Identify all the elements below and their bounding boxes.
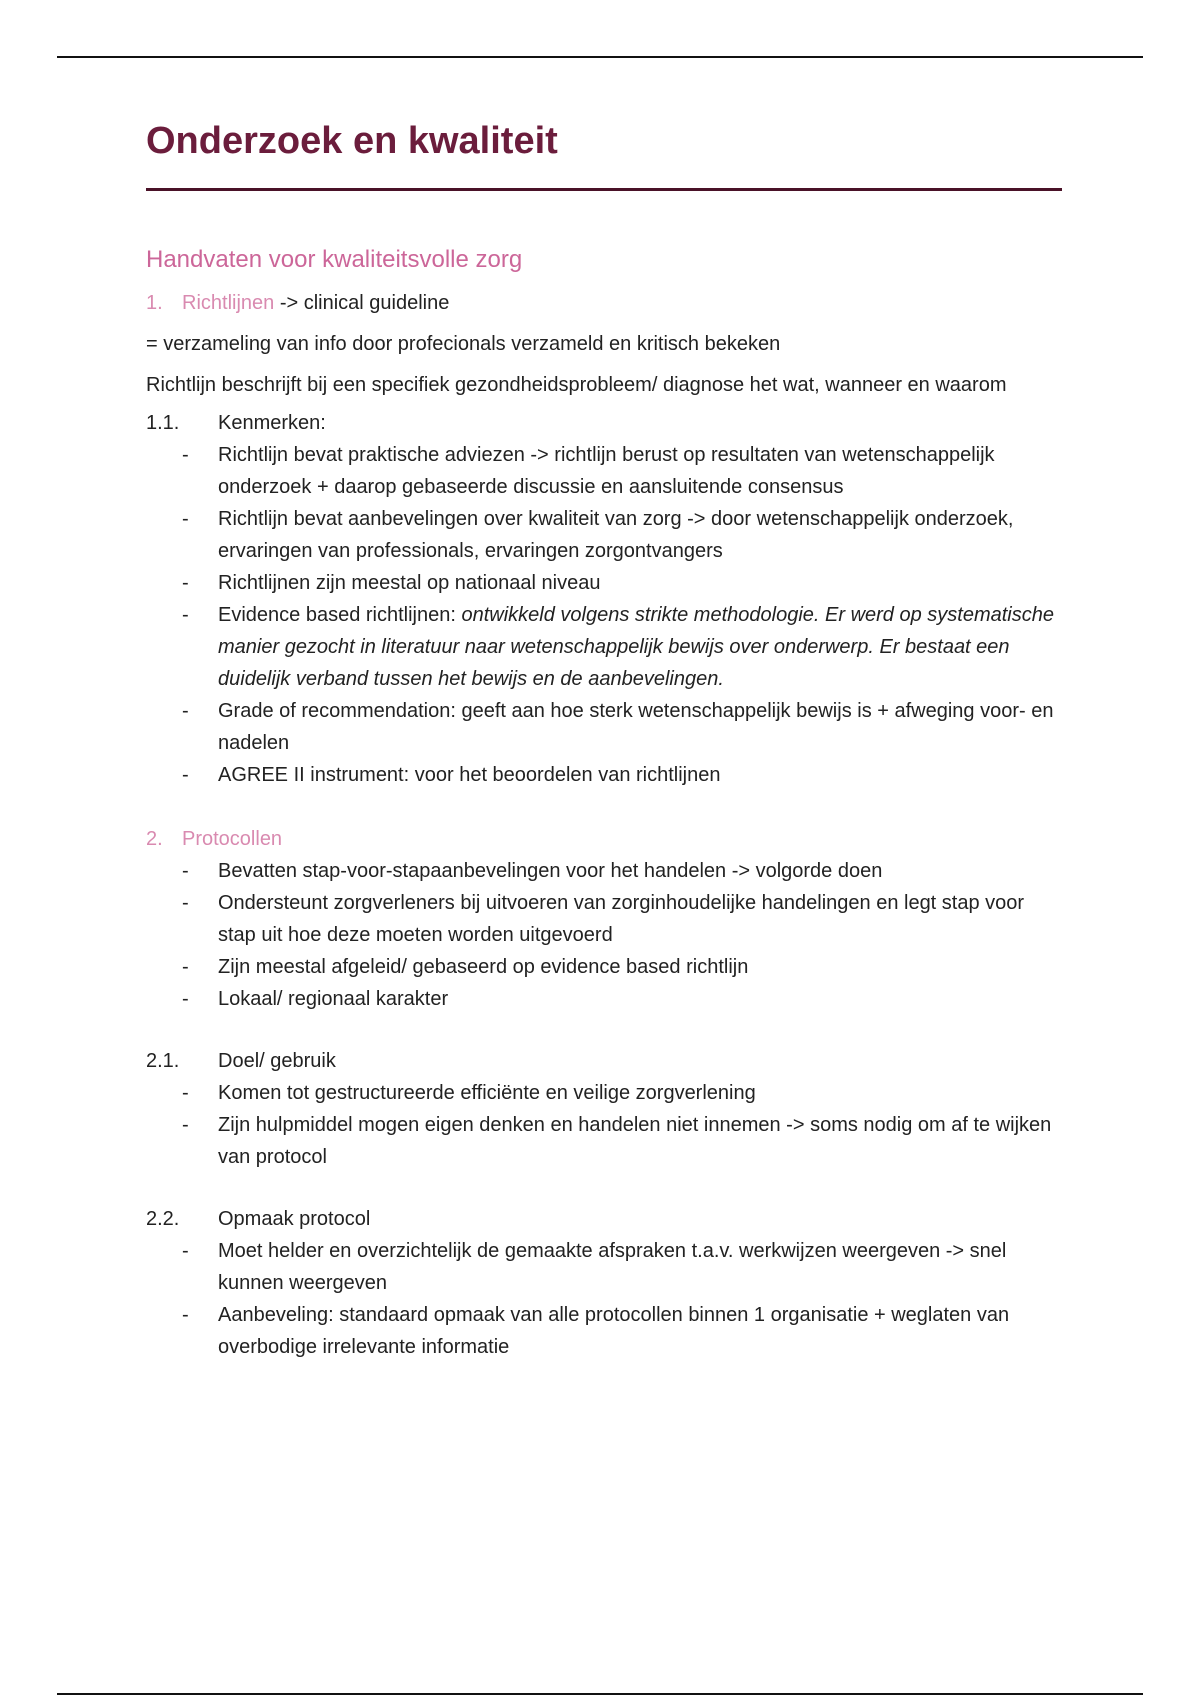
list-item: - Moet helder en overzichtelijk de gemaakte afspraken t.a.v. werkwijzen weergeven -> snel kunnen weergeven [182, 1235, 1062, 1299]
section2-label: Protocollen [182, 828, 283, 850]
list-item: - Bevatten stap-voor-stapaanbevelingen voor het handelen -> volgorde doen [182, 855, 1062, 887]
section-heading: Handvaten voor kwaliteitsvolle zorg [146, 246, 523, 273]
list-item: - Grade of recommendation: geeft aan hoe sterk wetenschappelijk bewijs is + afweging voor- en nadelen [182, 695, 1062, 759]
list-item: - Richtlijn bevat aanbevelingen over kwaliteit van zorg -> door wetenschappelijk onderzoek, ervaringen van professionals, ervaringen zorgontvangers [182, 503, 1062, 567]
subsection-1-1-heading [146, 407, 1062, 439]
subsection-2-1-heading [146, 1045, 1062, 1077]
page-bottom-rule [57, 1693, 1143, 1695]
evidence-lead: Evidence based richtlijnen: [218, 604, 462, 626]
page-top-rule [57, 56, 1143, 58]
section2-number: 2. [146, 828, 163, 850]
section1-number: 1. [146, 292, 163, 314]
doel-gebruik-list [146, 1077, 1062, 1173]
list-item: - Aanbeveling: standaard opmaak van alle protocollen binnen 1 organisatie + weglaten van overbodige irrelevante informatie [182, 1299, 1062, 1363]
section1-label: Richtlijnen [182, 292, 275, 314]
section1-heading [146, 287, 1062, 319]
document-page [146, 118, 1062, 1363]
opmaak-protocol-list [146, 1235, 1062, 1363]
section1-definition: = verzameling van info door profecionals verzameld en kritisch bekeken [146, 333, 781, 355]
evidence-italic: ontwikkeld volgens strikte methodologie. Er werd op systematische manier gezocht in literatuur naar wetenschappelijk bewijs over onderwerp. Er bestaat een duidelijk verband tussen het bewijs en de aanbevelingen. [218, 604, 1054, 690]
list-item [182, 599, 1062, 695]
section1-description: Richtlijn beschrijft bij een specifiek gezondheidsprobleem/ diagnose het wat, wanneer en waarom [146, 374, 1007, 396]
kenmerken-list [146, 439, 1062, 791]
document-title: Onderzoek en kwaliteit [146, 120, 558, 162]
subsection-2-2-number: 2.2. [146, 1208, 180, 1230]
subsection-2-1-label: Doel/ gebruik [218, 1050, 336, 1072]
section2-heading [146, 823, 1062, 855]
list-item: - Komen tot gestructureerde efficiënte en veilige zorgverlening [182, 1077, 1062, 1109]
subsection-2-2-heading [146, 1203, 1062, 1235]
list-item: - Zijn hulpmiddel mogen eigen denken en handelen niet innemen -> soms nodig om af te wijken van protocol [182, 1109, 1062, 1173]
subsection-2-1-number: 2.1. [146, 1050, 180, 1072]
title-underline [146, 188, 1062, 191]
section1-suffix: -> clinical guideline [279, 292, 450, 314]
list-item: - Richtlijn bevat praktische adviezen -> richtlijn berust op resultaten van wetenschappelijk onderzoek + daarop gebaseerde discussie en aansluitende consensus [182, 439, 1062, 503]
list-item: - Richtlijnen zijn meestal op nationaal niveau [182, 567, 1062, 599]
list-item: - Lokaal/ regionaal karakter [182, 983, 1062, 1015]
list-item: - AGREE II instrument: voor het beoordelen van richtlijnen [182, 759, 1062, 791]
list-item: - Ondersteunt zorgverleners bij uitvoeren van zorginhoudelijke handelingen en legt stap voor stap uit hoe deze moeten worden uitgevoerd [182, 887, 1062, 951]
protocollen-list [146, 855, 1062, 1015]
subsection-1-1-label: Kenmerken: [218, 412, 326, 434]
list-item: - Zijn meestal afgeleid/ gebaseerd op evidence based richtlijn [182, 951, 1062, 983]
subsection-2-2-label: Opmaak protocol [218, 1208, 371, 1230]
subsection-1-1-number: 1.1. [146, 412, 180, 434]
